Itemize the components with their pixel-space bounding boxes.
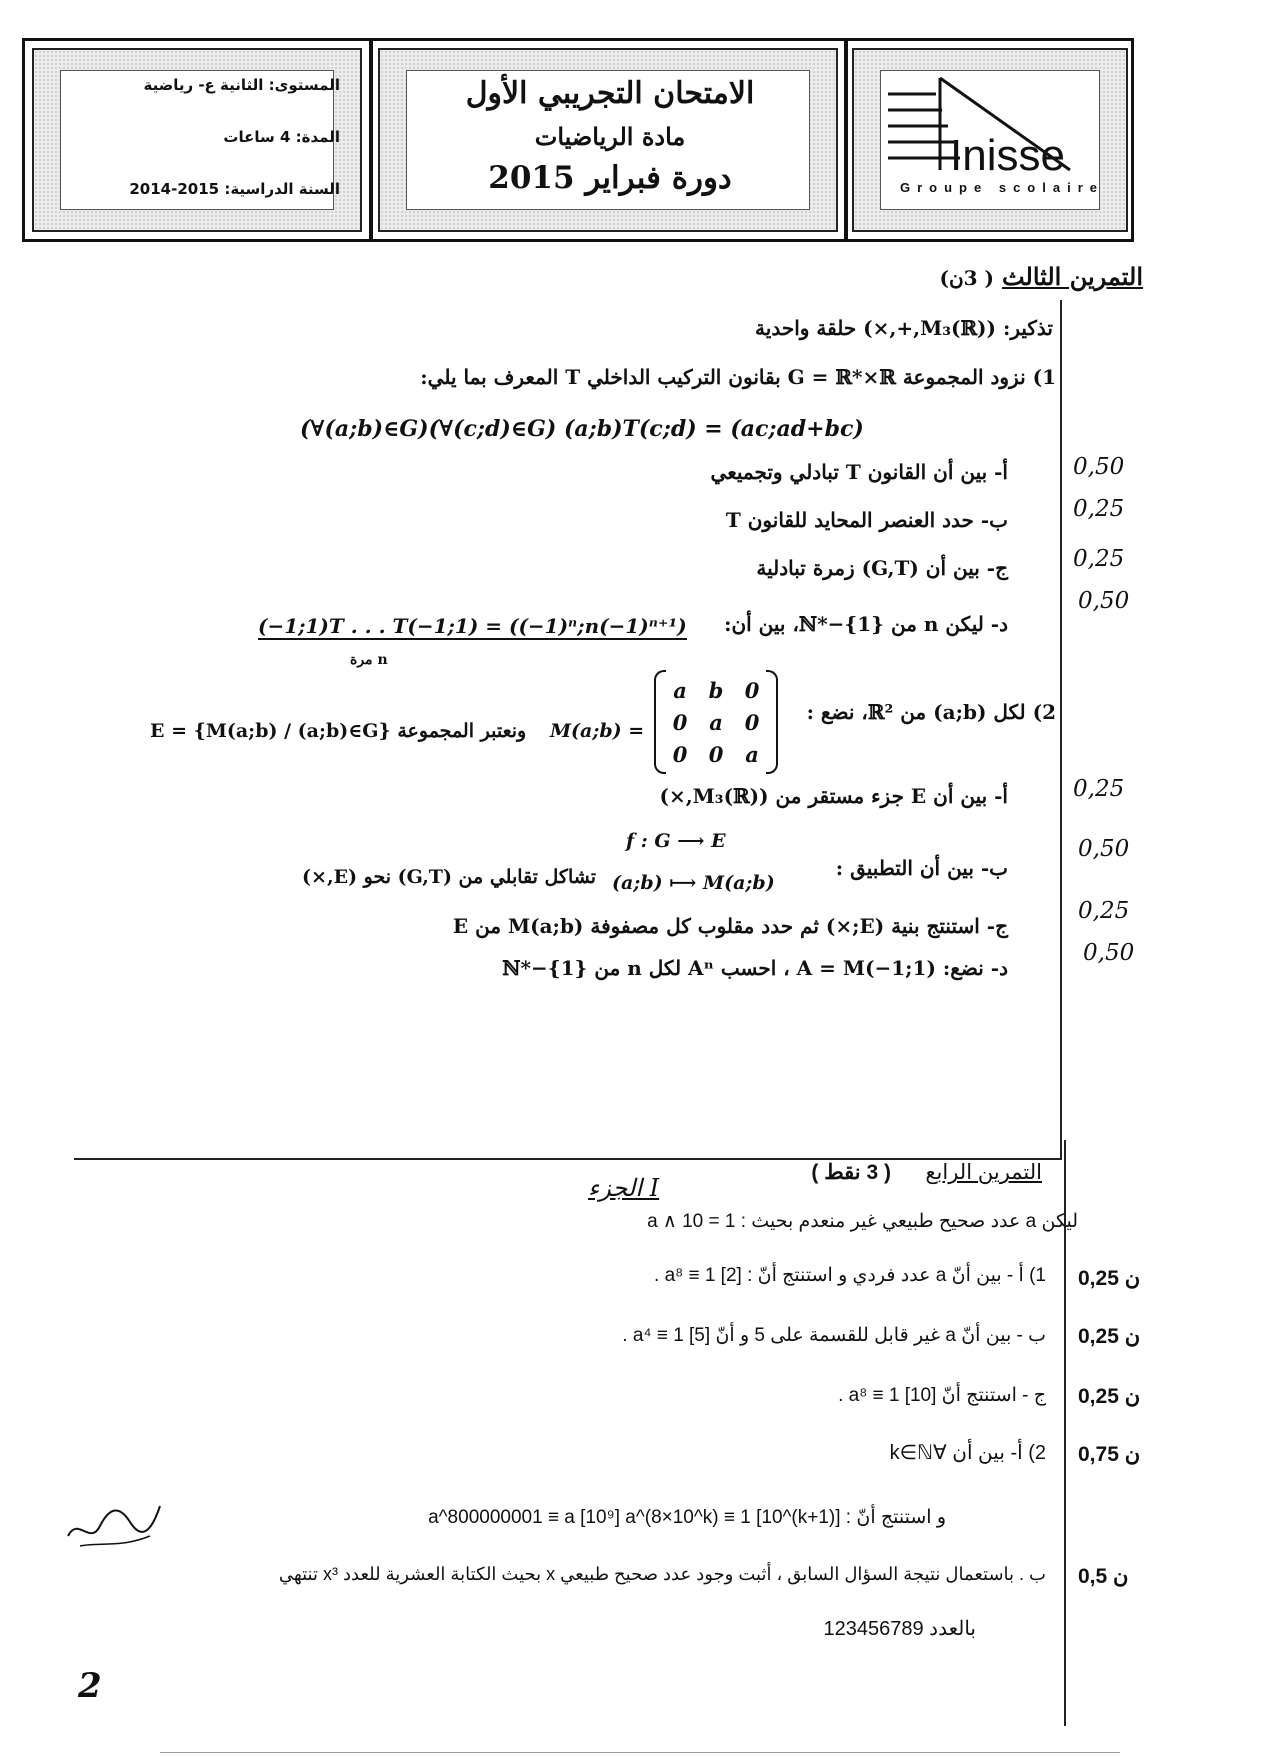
part-title: الجزء I [588, 1174, 660, 1202]
ex3-q1d: د- ليكن n من ℕ*−{1}، بين أن: [724, 612, 1008, 636]
ex4-q1b: ب - بين أنّ a غير قابل للقسمة على 5 و أنّ a⁴ ≡ 1 [5] . [622, 1325, 1046, 1346]
handwritten-scribble [60, 1486, 170, 1556]
map-line2: (a;b) ⟼ M(a;b) [612, 872, 775, 894]
matrix-cell: a [673, 677, 687, 703]
duration-text: المدة: 4 ساعات [223, 128, 340, 146]
ex3-q1a: أ- بين أن القانون T تبادلي وتجميعي [710, 460, 1008, 484]
ex3-q1d-under: n مرة [350, 652, 388, 668]
ex3-q2b: ب- بين أن التطبيق : [835, 856, 1008, 880]
matrix-cell: b [708, 677, 724, 703]
mark: 0,50 [1078, 836, 1130, 862]
school-year-text: السنة الدراسية: 2015-2014 [129, 180, 340, 198]
ex3-q2c: ج- استنتج بنية (E;×) ثم حدد مقلوب كل مصفوفة M(a;b) من E [452, 914, 1008, 938]
matrix-cell: a [745, 741, 759, 767]
mark: 0,50 [1073, 454, 1125, 480]
ex3-q2d: د- نضع: A = M(−1;1) ، احسب Aⁿ لكل n من ℕ*−{1} [502, 956, 1008, 980]
ex4-q1a: 1) أ - بين أنّ a عدد فردي و استنتج أنّ : a⁸ ≡ 1 [2] . [654, 1265, 1046, 1286]
exercise4-points: ( 3 نقط ) [811, 1161, 891, 1184]
exercise4-title: التمرين الرابع [925, 1161, 1042, 1184]
logo-subtitle: Groupe scolaire [900, 180, 1104, 195]
matrix-M [662, 674, 770, 770]
matrix-lhs: M(a;b) = [550, 720, 645, 742]
ex4-q2a: 2) أ- بين أن ∀k∈ℕ [889, 1442, 1046, 1464]
school-logo [880, 70, 1110, 200]
mark: 0,25 [1073, 496, 1125, 522]
ex4-intro: ليكن a عدد صحيح طبيعي غير منعدم بحيث : a ∧ 10 = 1 [647, 1211, 1078, 1232]
matrix-cell: 0 [672, 741, 688, 767]
bottom-line [160, 1752, 1120, 1753]
subject-title: مادة الرياضيات [534, 122, 686, 151]
ex4-q2b-line2: بالعدد 123456789 [823, 1618, 976, 1640]
logo-name: Inisse [950, 131, 1065, 180]
mark: ن 0,25 [1078, 1325, 1141, 1348]
matrix-cell: a [709, 709, 723, 735]
mark: 0,50 [1078, 588, 1130, 614]
ex4-q2b: ب . باستعمال نتيجة السؤال السابق ، أثبت وجود عدد صحيح طبيعي x بحيث الكتابة العشرية للعدد x³ تنتهي [278, 1564, 1046, 1584]
mark: 0,25 [1073, 546, 1125, 572]
law-definition: (∀(a;b)∈G)(∀(c;d)∈G) (a;b)T(c;d) = (ac;ad+bc) [300, 416, 864, 442]
map-line1: f : G ⟶ E [626, 830, 726, 852]
mark: 0,25 [1078, 898, 1130, 924]
exam-title: الامتحان التجريبي الأول [465, 76, 755, 111]
session-title: دورة فبراير 2015 [488, 160, 732, 196]
reminder: تذكير: (M₃(ℝ),+,×) حلقة واحدية [755, 316, 1053, 340]
header-divider [369, 38, 373, 242]
matrix-cell: 0 [708, 741, 724, 767]
ex4-q1c: ج - استنتج أنّ a⁸ ≡ 1 [10] . [838, 1385, 1046, 1406]
ex3-q1b: ب- حدد العنصر المحايد للقانون T [725, 508, 1008, 532]
ex4-q2a-line2: و استنتج أنّ : a^800000001 ≡ a [10⁹] a^(8×10^k) ≡ 1 [10^(k+1)] [428, 1507, 946, 1528]
ex3-q1: 1) نزود المجموعة G = ℝ*×ℝ بقانون التركيب الداخلي T المعرف بما يلي: [420, 365, 1056, 389]
level-text: المستوى: الثانية ع- رياضية [143, 76, 340, 94]
mark: ن 0,25 [1078, 1267, 1141, 1290]
mark: ن 0,25 [1078, 1385, 1141, 1408]
mark: ن 0,5 [1078, 1565, 1129, 1588]
page-number: 2 [78, 1666, 102, 1706]
matrix-cell: 0 [744, 677, 760, 703]
exercise3-title: التمرين الثالث [1001, 262, 1143, 291]
ex3-q2-set: E = {M(a;b) / (a;b)∈G} ونعتبر المجموعة [150, 720, 527, 742]
ex3-q2: 2) لكل (a;b) من ℝ²، نضع : [806, 700, 1056, 724]
matrix-cell: 0 [744, 709, 760, 735]
ex3-q2b-rest: تشاكل تقابلي من (G,T) نحو (E,×) [302, 866, 596, 888]
margin-line [1060, 300, 1062, 1160]
section-divider [74, 1158, 1060, 1160]
mark: 0,50 [1083, 940, 1135, 966]
ex3-q1d-formula: (−1;1)T . . . T(−1;1) = ((−1)ⁿ;n(−1)ⁿ⁺¹) [258, 614, 687, 638]
header-divider [844, 38, 848, 242]
ex3-q2a: أ- بين أن E جزء مستقر من (M₃(ℝ),×) [659, 784, 1008, 808]
mark: ن 0,75 [1078, 1443, 1141, 1466]
ex3-q1c: ج- بين أن (G,T) زمرة تبادلية [756, 556, 1008, 580]
mark: 0,25 [1073, 776, 1125, 802]
exercise3-points: ( 3ن) [939, 266, 994, 290]
matrix-cell: 0 [672, 709, 688, 735]
